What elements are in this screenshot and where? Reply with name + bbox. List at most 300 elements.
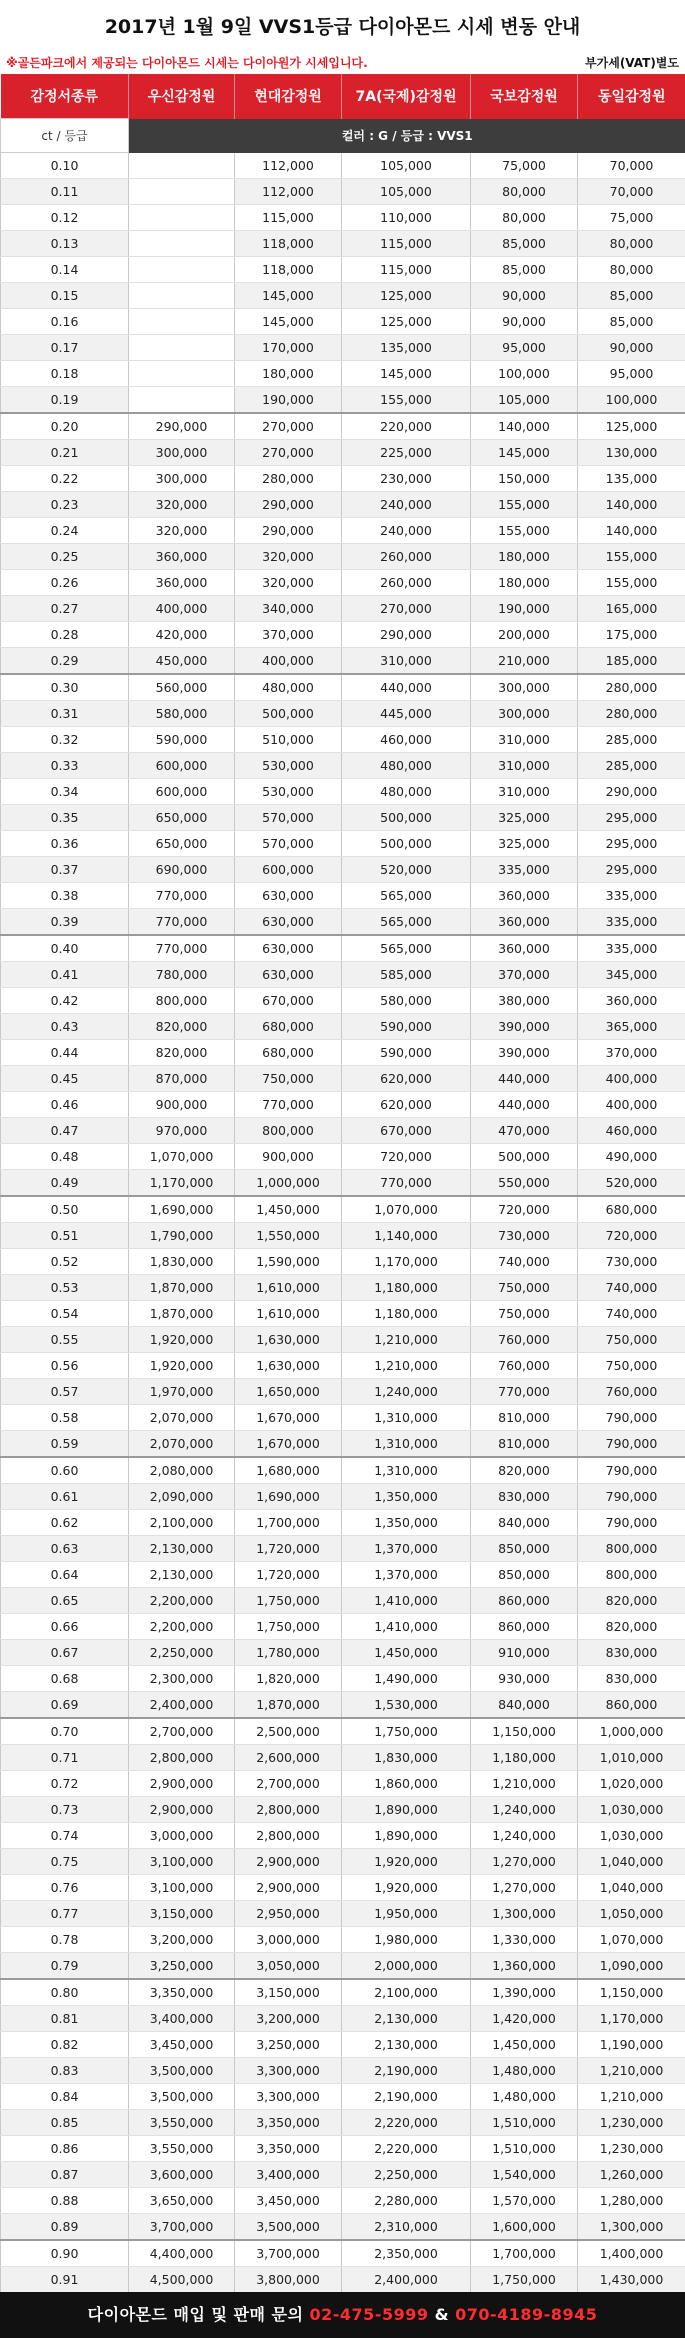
gukbo-price-cell: 1,450,000 bbox=[471, 2032, 578, 2058]
carat-cell: 0.59 bbox=[1, 1431, 129, 1458]
gukbo-price-cell: 840,000 bbox=[471, 1692, 578, 1719]
carat-cell: 0.83 bbox=[1, 2058, 129, 2084]
7a-price-cell: 125,000 bbox=[342, 283, 471, 309]
dongil-price-cell: 1,010,000 bbox=[578, 1745, 685, 1771]
hyundai-price-cell: 750,000 bbox=[235, 1066, 342, 1092]
woosin-price-cell: 770,000 bbox=[129, 909, 235, 936]
table-row bbox=[1, 570, 685, 596]
carat-cell: 0.47 bbox=[1, 1118, 129, 1144]
hyundai-price-cell: 170,000 bbox=[235, 335, 342, 361]
woosin-price-cell bbox=[129, 335, 235, 361]
hyundai-price-cell: 1,610,000 bbox=[235, 1275, 342, 1301]
hyundai-price-cell: 570,000 bbox=[235, 805, 342, 831]
notice-row bbox=[0, 50, 685, 74]
7a-price-cell: 1,750,000 bbox=[342, 1718, 471, 1745]
gukbo-price-cell: 1,480,000 bbox=[471, 2084, 578, 2110]
carat-cell: 0.45 bbox=[1, 1066, 129, 1092]
gukbo-price-cell: 1,750,000 bbox=[471, 2267, 578, 2293]
hyundai-price-cell: 510,000 bbox=[235, 727, 342, 753]
table-row bbox=[1, 1405, 685, 1431]
gukbo-price-cell: 1,510,000 bbox=[471, 2136, 578, 2162]
dongil-price-cell: 1,000,000 bbox=[578, 1718, 685, 1745]
7a-price-cell: 1,170,000 bbox=[342, 1249, 471, 1275]
gukbo-price-cell: 550,000 bbox=[471, 1170, 578, 1197]
woosin-price-cell: 870,000 bbox=[129, 1066, 235, 1092]
dongil-price-cell: 1,230,000 bbox=[578, 2136, 685, 2162]
hyundai-price-cell: 290,000 bbox=[235, 518, 342, 544]
woosin-price-cell bbox=[129, 153, 235, 179]
table-row bbox=[1, 1223, 685, 1249]
hyundai-price-cell: 115,000 bbox=[235, 205, 342, 231]
7a-price-cell: 1,350,000 bbox=[342, 1484, 471, 1510]
carat-cell: 0.33 bbox=[1, 753, 129, 779]
carat-cell: 0.72 bbox=[1, 1771, 129, 1797]
hyundai-price-cell: 1,870,000 bbox=[235, 1692, 342, 1719]
dongil-price-cell: 175,000 bbox=[578, 622, 685, 648]
7a-price-cell: 155,000 bbox=[342, 387, 471, 414]
hyundai-price-cell: 270,000 bbox=[235, 440, 342, 466]
hyundai-price-cell: 480,000 bbox=[235, 674, 342, 701]
hyundai-price-cell: 112,000 bbox=[235, 179, 342, 205]
7a-price-cell: 670,000 bbox=[342, 1118, 471, 1144]
dongil-price-cell: 360,000 bbox=[578, 988, 685, 1014]
woosin-price-cell: 2,300,000 bbox=[129, 1666, 235, 1692]
table-row bbox=[1, 1066, 685, 1092]
woosin-price-cell: 690,000 bbox=[129, 857, 235, 883]
price-notice: ※골든파크에서 제공되는 다이아몬드 시세는 다이아원가 시세입니다. bbox=[6, 56, 368, 70]
dongil-price-cell: 740,000 bbox=[578, 1275, 685, 1301]
dongil-price-cell: 335,000 bbox=[578, 935, 685, 962]
table-row bbox=[1, 2058, 685, 2084]
carat-cell: 0.48 bbox=[1, 1144, 129, 1170]
hyundai-price-cell: 500,000 bbox=[235, 701, 342, 727]
gukbo-price-cell: 180,000 bbox=[471, 544, 578, 570]
carat-cell: 0.44 bbox=[1, 1040, 129, 1066]
dongil-price-cell: 140,000 bbox=[578, 518, 685, 544]
hyundai-price-cell: 800,000 bbox=[235, 1118, 342, 1144]
table-row bbox=[1, 805, 685, 831]
woosin-price-cell: 3,650,000 bbox=[129, 2188, 235, 2214]
hyundai-price-cell: 900,000 bbox=[235, 1144, 342, 1170]
woosin-price-cell: 2,130,000 bbox=[129, 1562, 235, 1588]
woosin-price-cell: 600,000 bbox=[129, 753, 235, 779]
7a-price-cell: 460,000 bbox=[342, 727, 471, 753]
7a-price-cell: 445,000 bbox=[342, 701, 471, 727]
7a-price-cell: 1,180,000 bbox=[342, 1275, 471, 1301]
carat-cell: 0.81 bbox=[1, 2006, 129, 2032]
gukbo-price-cell: 85,000 bbox=[471, 257, 578, 283]
woosin-price-cell: 3,450,000 bbox=[129, 2032, 235, 2058]
table-row bbox=[1, 1875, 685, 1901]
7a-price-cell: 480,000 bbox=[342, 753, 471, 779]
table-row bbox=[1, 988, 685, 1014]
carat-cell: 0.39 bbox=[1, 909, 129, 936]
hyundai-price-cell: 1,720,000 bbox=[235, 1536, 342, 1562]
carat-cell: 0.71 bbox=[1, 1745, 129, 1771]
woosin-price-cell: 800,000 bbox=[129, 988, 235, 1014]
carat-cell: 0.65 bbox=[1, 1588, 129, 1614]
dongil-price-cell: 165,000 bbox=[578, 596, 685, 622]
carat-cell: 0.88 bbox=[1, 2188, 129, 2214]
dongil-price-cell: 1,280,000 bbox=[578, 2188, 685, 2214]
7a-price-cell: 585,000 bbox=[342, 962, 471, 988]
gukbo-price-cell: 1,540,000 bbox=[471, 2162, 578, 2188]
woosin-price-cell: 3,600,000 bbox=[129, 2162, 235, 2188]
gukbo-price-cell: 325,000 bbox=[471, 831, 578, 857]
7a-price-cell: 1,530,000 bbox=[342, 1692, 471, 1719]
hyundai-price-cell: 1,690,000 bbox=[235, 1484, 342, 1510]
woosin-price-cell: 3,400,000 bbox=[129, 2006, 235, 2032]
carat-cell: 0.27 bbox=[1, 596, 129, 622]
dongil-price-cell: 1,030,000 bbox=[578, 1823, 685, 1849]
table-row bbox=[1, 179, 685, 205]
table-row bbox=[1, 2032, 685, 2058]
dongil-price-cell: 1,020,000 bbox=[578, 1771, 685, 1797]
table-row bbox=[1, 1484, 685, 1510]
dongil-price-cell: 1,210,000 bbox=[578, 2058, 685, 2084]
carat-cell: 0.32 bbox=[1, 727, 129, 753]
table-row bbox=[1, 1797, 685, 1823]
hyundai-price-cell: 1,720,000 bbox=[235, 1562, 342, 1588]
woosin-price-cell: 1,070,000 bbox=[129, 1144, 235, 1170]
column-header-7a: 7A(국제)감정원 bbox=[342, 74, 471, 119]
gukbo-price-cell: 1,570,000 bbox=[471, 2188, 578, 2214]
table-row bbox=[1, 2188, 685, 2214]
dongil-price-cell: 750,000 bbox=[578, 1327, 685, 1353]
dongil-price-cell: 125,000 bbox=[578, 413, 685, 440]
dongil-price-cell: 830,000 bbox=[578, 1640, 685, 1666]
woosin-price-cell: 1,870,000 bbox=[129, 1275, 235, 1301]
hyundai-price-cell: 145,000 bbox=[235, 309, 342, 335]
table-row bbox=[1, 257, 685, 283]
gukbo-price-cell: 75,000 bbox=[471, 153, 578, 179]
woosin-price-cell: 590,000 bbox=[129, 727, 235, 753]
table-row bbox=[1, 1353, 685, 1379]
dongil-price-cell: 335,000 bbox=[578, 883, 685, 909]
table-row bbox=[1, 335, 685, 361]
table-row bbox=[1, 648, 685, 675]
woosin-price-cell: 1,870,000 bbox=[129, 1301, 235, 1327]
7a-price-cell: 2,220,000 bbox=[342, 2110, 471, 2136]
hyundai-price-cell: 3,000,000 bbox=[235, 1927, 342, 1953]
gukbo-price-cell: 740,000 bbox=[471, 1249, 578, 1275]
woosin-price-cell: 3,150,000 bbox=[129, 1901, 235, 1927]
gukbo-price-cell: 910,000 bbox=[471, 1640, 578, 1666]
carat-cell: 0.85 bbox=[1, 2110, 129, 2136]
carat-cell: 0.29 bbox=[1, 648, 129, 675]
carat-cell: 0.64 bbox=[1, 1562, 129, 1588]
7a-price-cell: 1,350,000 bbox=[342, 1510, 471, 1536]
7a-price-cell: 440,000 bbox=[342, 674, 471, 701]
dongil-price-cell: 730,000 bbox=[578, 1249, 685, 1275]
gukbo-price-cell: 840,000 bbox=[471, 1510, 578, 1536]
carat-cell: 0.30 bbox=[1, 674, 129, 701]
price-table bbox=[0, 74, 685, 2293]
hyundai-price-cell: 180,000 bbox=[235, 361, 342, 387]
dongil-price-cell: 860,000 bbox=[578, 1692, 685, 1719]
carat-cell: 0.76 bbox=[1, 1875, 129, 1901]
table-row bbox=[1, 935, 685, 962]
hyundai-price-cell: 190,000 bbox=[235, 387, 342, 414]
woosin-price-cell: 560,000 bbox=[129, 674, 235, 701]
dongil-price-cell: 800,000 bbox=[578, 1536, 685, 1562]
gukbo-price-cell: 100,000 bbox=[471, 361, 578, 387]
table-row bbox=[1, 1692, 685, 1719]
phone-number-1[interactable]: 02-475-5999 bbox=[309, 2305, 429, 2324]
hyundai-price-cell: 3,800,000 bbox=[235, 2267, 342, 2293]
woosin-price-cell: 2,200,000 bbox=[129, 1588, 235, 1614]
7a-price-cell: 1,210,000 bbox=[342, 1327, 471, 1353]
carat-cell: 0.75 bbox=[1, 1849, 129, 1875]
color-grade-label: 컬러 : G / 등급 : VVS1 bbox=[129, 119, 685, 153]
carat-cell: 0.66 bbox=[1, 1614, 129, 1640]
dongil-price-cell: 790,000 bbox=[578, 1457, 685, 1484]
carat-cell: 0.74 bbox=[1, 1823, 129, 1849]
table-row bbox=[1, 1014, 685, 1040]
gukbo-price-cell: 810,000 bbox=[471, 1405, 578, 1431]
hyundai-price-cell: 370,000 bbox=[235, 622, 342, 648]
carat-cell: 0.63 bbox=[1, 1536, 129, 1562]
carat-cell: 0.62 bbox=[1, 1510, 129, 1536]
dongil-price-cell: 720,000 bbox=[578, 1223, 685, 1249]
carat-cell: 0.84 bbox=[1, 2084, 129, 2110]
hyundai-price-cell: 630,000 bbox=[235, 909, 342, 936]
table-row bbox=[1, 492, 685, 518]
dongil-price-cell: 155,000 bbox=[578, 544, 685, 570]
7a-price-cell: 240,000 bbox=[342, 492, 471, 518]
contact-footer bbox=[0, 2292, 685, 2338]
hyundai-price-cell: 3,500,000 bbox=[235, 2214, 342, 2241]
hyundai-price-cell: 630,000 bbox=[235, 883, 342, 909]
hyundai-price-cell: 1,610,000 bbox=[235, 1301, 342, 1327]
table-row bbox=[1, 1170, 685, 1197]
table-row bbox=[1, 1275, 685, 1301]
table-row bbox=[1, 153, 685, 179]
woosin-price-cell: 320,000 bbox=[129, 518, 235, 544]
carat-cell: 0.61 bbox=[1, 1484, 129, 1510]
7a-price-cell: 2,130,000 bbox=[342, 2006, 471, 2032]
carat-grade-label: ct / 등급 bbox=[1, 119, 129, 153]
7a-price-cell: 1,410,000 bbox=[342, 1614, 471, 1640]
dongil-price-cell: 1,400,000 bbox=[578, 2240, 685, 2267]
dongil-price-cell: 820,000 bbox=[578, 1614, 685, 1640]
woosin-price-cell: 820,000 bbox=[129, 1040, 235, 1066]
woosin-price-cell: 600,000 bbox=[129, 779, 235, 805]
table-row bbox=[1, 753, 685, 779]
carat-cell: 0.26 bbox=[1, 570, 129, 596]
woosin-price-cell bbox=[129, 231, 235, 257]
7a-price-cell: 1,920,000 bbox=[342, 1875, 471, 1901]
dongil-price-cell: 335,000 bbox=[578, 909, 685, 936]
vat-note: 부가세(VAT)별도 bbox=[585, 56, 679, 70]
phone-number-2[interactable]: 070-4189-8945 bbox=[455, 2305, 598, 2324]
hyundai-price-cell: 3,450,000 bbox=[235, 2188, 342, 2214]
woosin-price-cell: 2,070,000 bbox=[129, 1405, 235, 1431]
carat-cell: 0.25 bbox=[1, 544, 129, 570]
hyundai-price-cell: 1,630,000 bbox=[235, 1353, 342, 1379]
carat-cell: 0.54 bbox=[1, 1301, 129, 1327]
7a-price-cell: 2,400,000 bbox=[342, 2267, 471, 2293]
hyundai-price-cell: 2,900,000 bbox=[235, 1875, 342, 1901]
gukbo-price-cell: 190,000 bbox=[471, 596, 578, 622]
woosin-price-cell: 2,100,000 bbox=[129, 1510, 235, 1536]
carat-cell: 0.34 bbox=[1, 779, 129, 805]
7a-price-cell: 2,280,000 bbox=[342, 2188, 471, 2214]
7a-price-cell: 270,000 bbox=[342, 596, 471, 622]
dongil-price-cell: 800,000 bbox=[578, 1562, 685, 1588]
hyundai-price-cell: 1,750,000 bbox=[235, 1614, 342, 1640]
woosin-price-cell: 2,800,000 bbox=[129, 1745, 235, 1771]
hyundai-price-cell: 1,700,000 bbox=[235, 1510, 342, 1536]
table-row bbox=[1, 1666, 685, 1692]
carat-cell: 0.60 bbox=[1, 1457, 129, 1484]
woosin-price-cell: 290,000 bbox=[129, 413, 235, 440]
gukbo-price-cell: 850,000 bbox=[471, 1562, 578, 1588]
7a-price-cell: 290,000 bbox=[342, 622, 471, 648]
column-header-dongil: 동일감정원 bbox=[578, 74, 685, 119]
7a-price-cell: 115,000 bbox=[342, 231, 471, 257]
hyundai-price-cell: 280,000 bbox=[235, 466, 342, 492]
table-row bbox=[1, 2240, 685, 2267]
dongil-price-cell: 790,000 bbox=[578, 1405, 685, 1431]
woosin-price-cell bbox=[129, 309, 235, 335]
gukbo-price-cell: 300,000 bbox=[471, 701, 578, 727]
carat-cell: 0.79 bbox=[1, 1953, 129, 1980]
gukbo-price-cell: 85,000 bbox=[471, 231, 578, 257]
table-row bbox=[1, 1745, 685, 1771]
dongil-price-cell: 95,000 bbox=[578, 361, 685, 387]
7a-price-cell: 770,000 bbox=[342, 1170, 471, 1197]
7a-price-cell: 105,000 bbox=[342, 153, 471, 179]
gukbo-price-cell: 300,000 bbox=[471, 674, 578, 701]
carat-cell: 0.51 bbox=[1, 1223, 129, 1249]
gukbo-price-cell: 500,000 bbox=[471, 1144, 578, 1170]
carat-cell: 0.91 bbox=[1, 2267, 129, 2293]
hyundai-price-cell: 2,500,000 bbox=[235, 1718, 342, 1745]
gukbo-price-cell: 155,000 bbox=[471, 518, 578, 544]
woosin-price-cell: 2,200,000 bbox=[129, 1614, 235, 1640]
carat-cell: 0.15 bbox=[1, 283, 129, 309]
dongil-price-cell: 295,000 bbox=[578, 805, 685, 831]
dongil-price-cell: 1,300,000 bbox=[578, 2214, 685, 2241]
hyundai-price-cell: 320,000 bbox=[235, 544, 342, 570]
dongil-price-cell: 1,210,000 bbox=[578, 2084, 685, 2110]
table-row bbox=[1, 2267, 685, 2293]
hyundai-price-cell: 290,000 bbox=[235, 492, 342, 518]
7a-price-cell: 1,140,000 bbox=[342, 1223, 471, 1249]
hyundai-price-cell: 3,250,000 bbox=[235, 2032, 342, 2058]
woosin-price-cell: 4,500,000 bbox=[129, 2267, 235, 2293]
table-row bbox=[1, 779, 685, 805]
dongil-price-cell: 85,000 bbox=[578, 283, 685, 309]
woosin-price-cell: 420,000 bbox=[129, 622, 235, 648]
woosin-price-cell: 1,970,000 bbox=[129, 1379, 235, 1405]
table-row bbox=[1, 1092, 685, 1118]
hyundai-price-cell: 1,550,000 bbox=[235, 1223, 342, 1249]
woosin-price-cell: 3,100,000 bbox=[129, 1875, 235, 1901]
hyundai-price-cell: 3,350,000 bbox=[235, 2136, 342, 2162]
carat-cell: 0.18 bbox=[1, 361, 129, 387]
carat-cell: 0.12 bbox=[1, 205, 129, 231]
table-row bbox=[1, 1588, 685, 1614]
7a-price-cell: 620,000 bbox=[342, 1066, 471, 1092]
carat-cell: 0.57 bbox=[1, 1379, 129, 1405]
7a-price-cell: 1,890,000 bbox=[342, 1797, 471, 1823]
7a-price-cell: 260,000 bbox=[342, 570, 471, 596]
woosin-price-cell: 3,350,000 bbox=[129, 1979, 235, 2006]
gukbo-price-cell: 150,000 bbox=[471, 466, 578, 492]
carat-cell: 0.41 bbox=[1, 962, 129, 988]
table-row bbox=[1, 466, 685, 492]
7a-price-cell: 565,000 bbox=[342, 909, 471, 936]
carat-cell: 0.38 bbox=[1, 883, 129, 909]
carat-cell: 0.17 bbox=[1, 335, 129, 361]
dongil-price-cell: 295,000 bbox=[578, 831, 685, 857]
woosin-price-cell: 3,200,000 bbox=[129, 1927, 235, 1953]
hyundai-price-cell: 1,630,000 bbox=[235, 1327, 342, 1353]
table-row bbox=[1, 2110, 685, 2136]
gukbo-price-cell: 90,000 bbox=[471, 283, 578, 309]
hyundai-price-cell: 2,700,000 bbox=[235, 1771, 342, 1797]
dongil-price-cell: 460,000 bbox=[578, 1118, 685, 1144]
dongil-price-cell: 750,000 bbox=[578, 1353, 685, 1379]
7a-price-cell: 125,000 bbox=[342, 309, 471, 335]
dongil-price-cell: 1,430,000 bbox=[578, 2267, 685, 2293]
hyundai-price-cell: 3,150,000 bbox=[235, 1979, 342, 2006]
woosin-price-cell: 2,090,000 bbox=[129, 1484, 235, 1510]
hyundai-price-cell: 600,000 bbox=[235, 857, 342, 883]
table-row bbox=[1, 1040, 685, 1066]
carat-cell: 0.42 bbox=[1, 988, 129, 1014]
gukbo-price-cell: 1,330,000 bbox=[471, 1927, 578, 1953]
hyundai-price-cell: 680,000 bbox=[235, 1040, 342, 1066]
7a-price-cell: 565,000 bbox=[342, 883, 471, 909]
7a-price-cell: 1,830,000 bbox=[342, 1745, 471, 1771]
woosin-price-cell: 580,000 bbox=[129, 701, 235, 727]
gukbo-price-cell: 440,000 bbox=[471, 1092, 578, 1118]
hyundai-price-cell: 3,350,000 bbox=[235, 2110, 342, 2136]
dongil-price-cell: 820,000 bbox=[578, 1588, 685, 1614]
woosin-price-cell: 450,000 bbox=[129, 648, 235, 675]
7a-price-cell: 1,370,000 bbox=[342, 1562, 471, 1588]
dongil-price-cell: 830,000 bbox=[578, 1666, 685, 1692]
7a-price-cell: 565,000 bbox=[342, 935, 471, 962]
woosin-price-cell: 3,500,000 bbox=[129, 2058, 235, 2084]
dongil-price-cell: 85,000 bbox=[578, 309, 685, 335]
gukbo-price-cell: 820,000 bbox=[471, 1457, 578, 1484]
woosin-price-cell: 360,000 bbox=[129, 570, 235, 596]
hyundai-price-cell: 145,000 bbox=[235, 283, 342, 309]
table-row bbox=[1, 909, 685, 936]
table-header-row bbox=[1, 74, 685, 119]
table-row bbox=[1, 2162, 685, 2188]
7a-price-cell: 1,490,000 bbox=[342, 1666, 471, 1692]
woosin-price-cell: 650,000 bbox=[129, 831, 235, 857]
dongil-price-cell: 1,070,000 bbox=[578, 1927, 685, 1953]
table-row bbox=[1, 831, 685, 857]
table-row bbox=[1, 1614, 685, 1640]
dongil-price-cell: 70,000 bbox=[578, 153, 685, 179]
dongil-price-cell: 285,000 bbox=[578, 727, 685, 753]
7a-price-cell: 620,000 bbox=[342, 1092, 471, 1118]
woosin-price-cell: 780,000 bbox=[129, 962, 235, 988]
dongil-price-cell: 75,000 bbox=[578, 205, 685, 231]
dongil-price-cell: 370,000 bbox=[578, 1040, 685, 1066]
7a-price-cell: 220,000 bbox=[342, 413, 471, 440]
carat-cell: 0.87 bbox=[1, 2162, 129, 2188]
7a-price-cell: 1,450,000 bbox=[342, 1640, 471, 1666]
carat-cell: 0.43 bbox=[1, 1014, 129, 1040]
